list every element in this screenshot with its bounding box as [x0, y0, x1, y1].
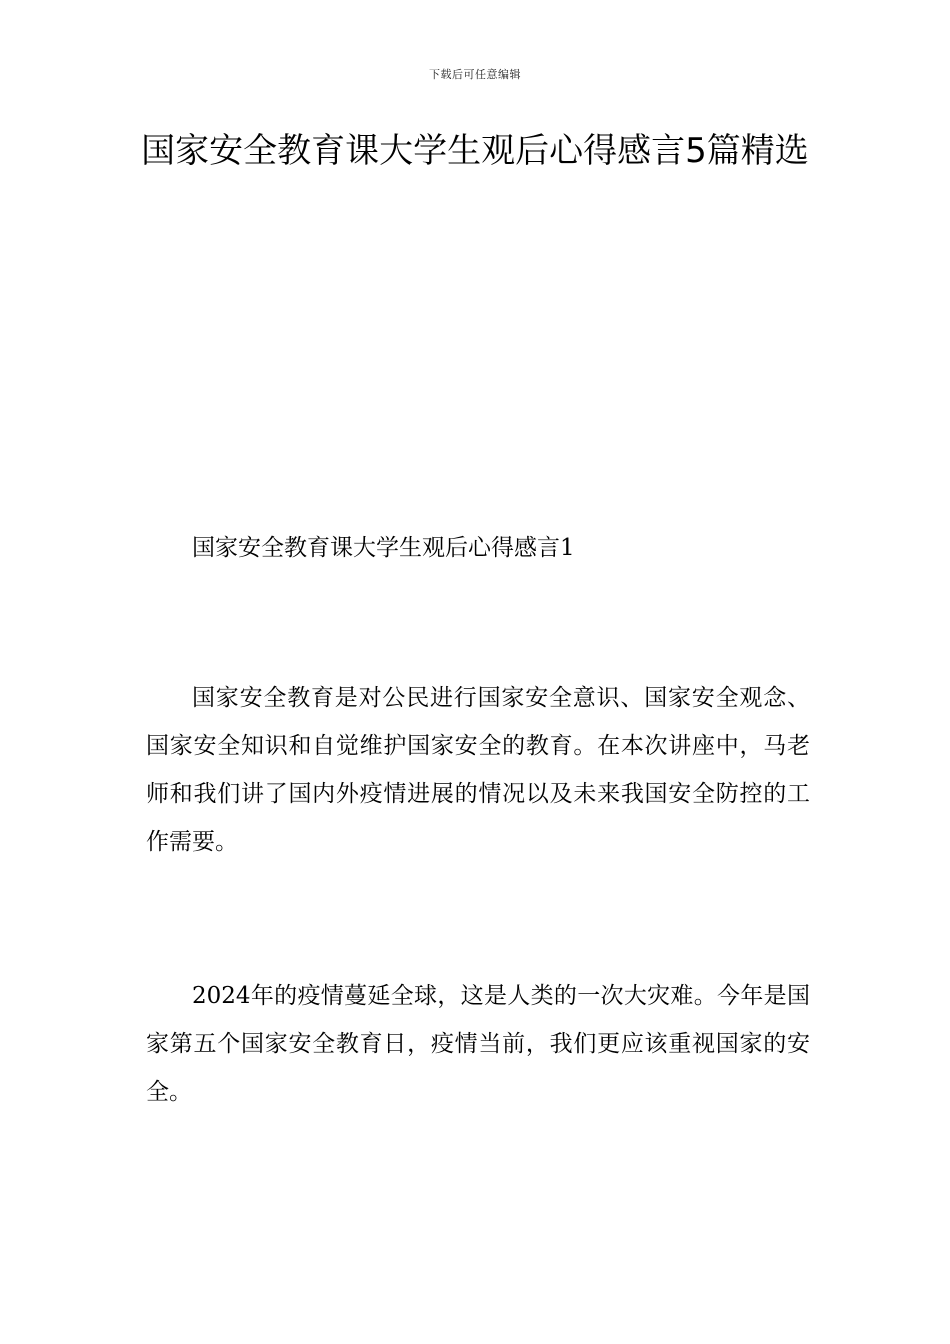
- header-note: 下载后可任意编辑: [429, 68, 521, 81]
- body-paragraph: 国家安全教育是对公民进行国家安全意识、国家安全观念、国家安全知识和自觉维护国家安全的教育。在本次讲座中，马老师和我们讲了国内外疫情进展的情况以及未来我国安全防控的工作需要。: [146, 685, 810, 855]
- body-paragraph: 2024年的疫情蔓延全球，这是人类的一次大灾难。今年是国家第五个国家安全教育日，疫情当前，我们更应该重视国家的安全。: [146, 983, 810, 1105]
- section-heading: 国家安全教育课大学生观后心得感言1: [192, 535, 575, 561]
- document-title: 国家安全教育课大学生观后心得感言5篇精选: [141, 131, 809, 171]
